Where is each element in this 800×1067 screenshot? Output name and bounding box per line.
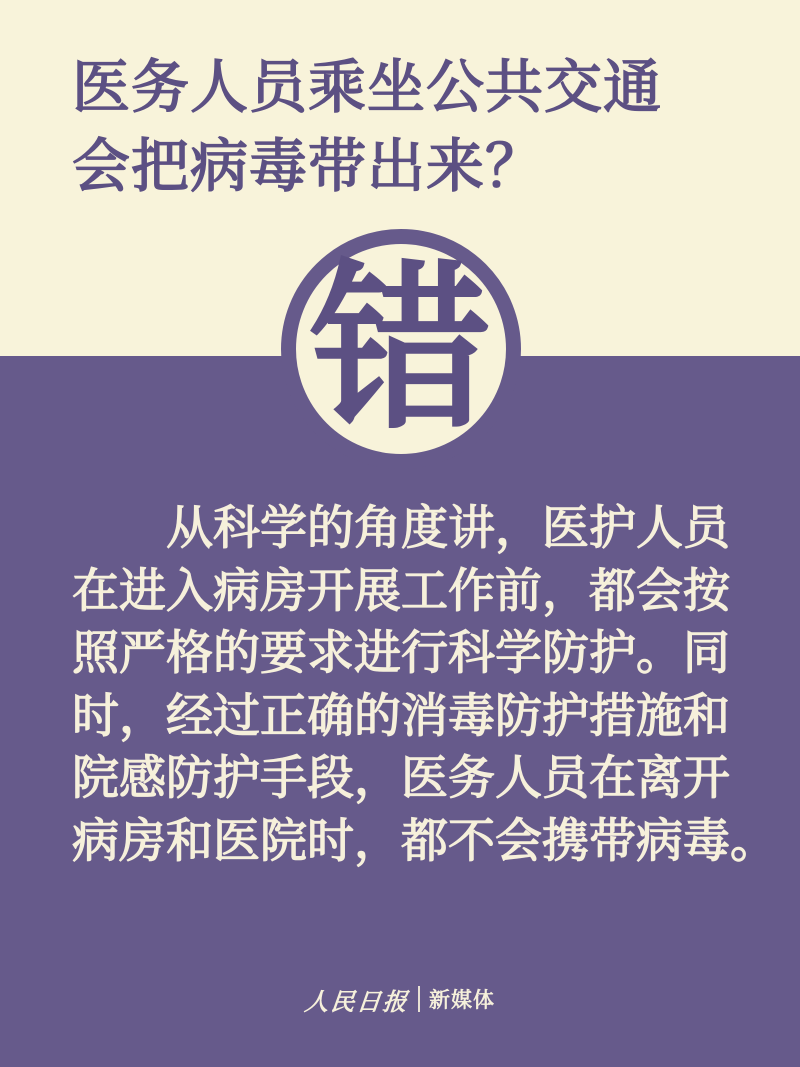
new-media-label: 新媒体 <box>429 989 495 1012</box>
paragraph-line: 照严格的要求进行科学防护。同 <box>72 628 730 680</box>
paragraph-line: 时，经过正确的消毒防护措施和 <box>72 690 730 743</box>
paragraph-line: 病房和医院时，都不会携带病毒。 <box>72 815 777 868</box>
poster-title-line2: 会把病毒带出来？ <box>72 134 545 199</box>
poster-title-line1: 医务人员乘坐公共交通 <box>72 55 663 120</box>
verdict-badge <box>281 229 521 469</box>
poster-title <box>72 48 662 206</box>
paragraph-line: 院感防护手段，医务人员在离开 <box>72 753 730 805</box>
paragraph-line: 在进入病房开展工作前，都会按 <box>72 565 730 618</box>
paragraph-line: 从科学的角度讲，医护人员 <box>166 503 730 555</box>
explanation-paragraph <box>72 498 777 873</box>
logo-divider <box>418 986 420 1012</box>
verdict-wrong-character: 错 <box>310 251 491 450</box>
publisher-logo <box>0 982 800 1016</box>
people-daily-wordmark: 人民日报 <box>303 986 411 1016</box>
